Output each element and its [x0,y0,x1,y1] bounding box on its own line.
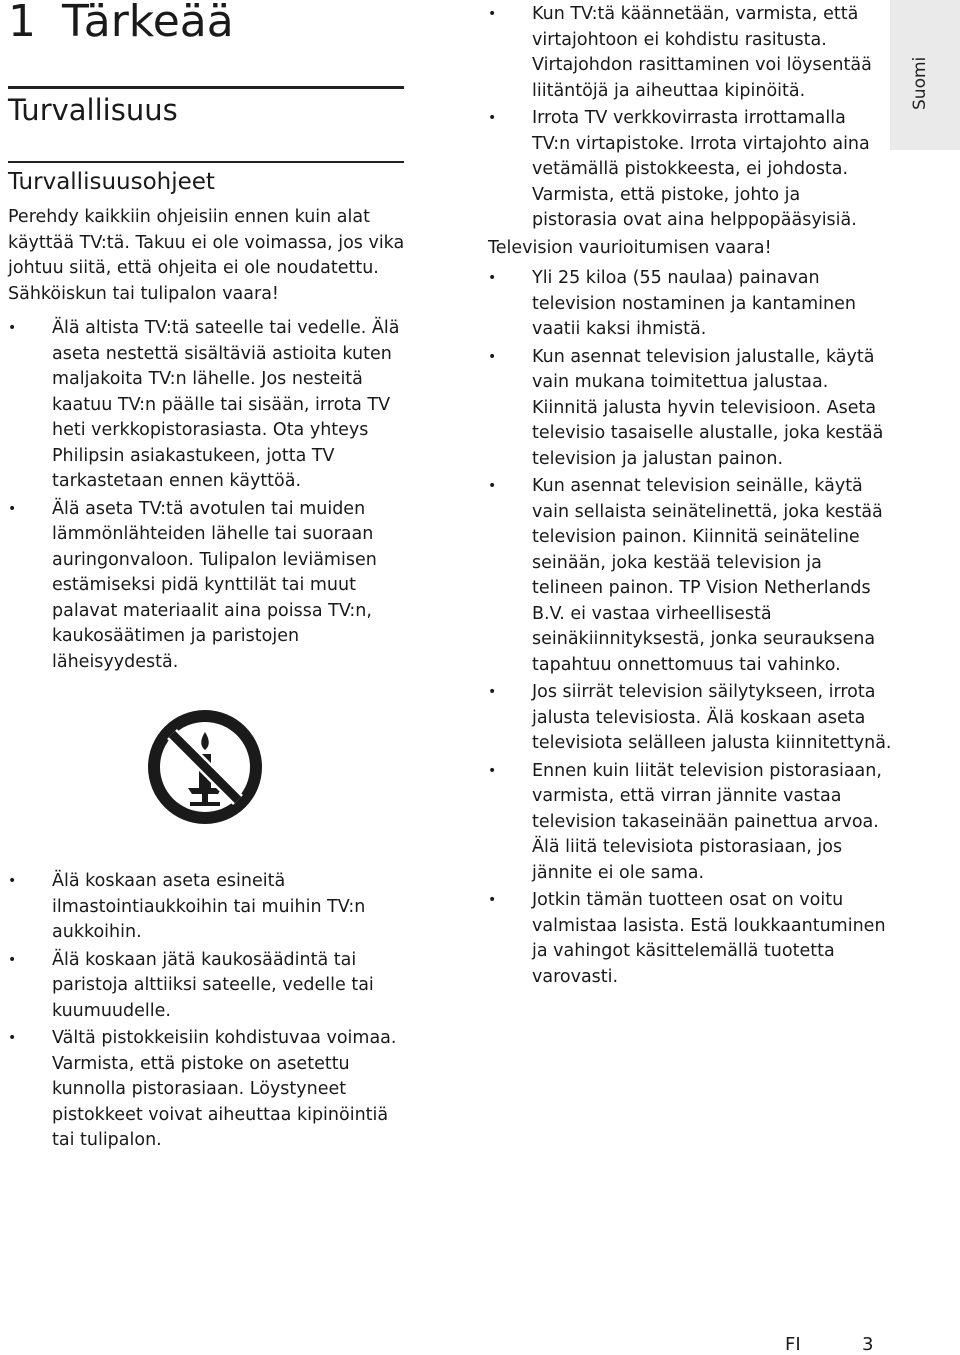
list-item: • Kun asennat television seinälle, käytä vain sellaista seinätelinettä, joka kestää television painon. Kiinnitä seinäteline seinään, joka kestää television ja telineen painon. TP Vision Netherlands B.V. ei vastaa virheellisestä seinäkiinnityksestä, jonka seurauksena tapahtuu onnettomuus tai vahinko. [488,476,883,675]
bullet: • [8,1030,17,1046]
list-item: • Älä aseta TV:tä avotulen tai muiden lämmönlähteiden lähelle tai suoraan auringonvaloon. Tulipalon leviämisen estämiseksi pidä kynttilät tai muut palavat materiaalit aina poissa TV:n, kaukosäätimen ja paristojen läheisyydestä. [8,498,377,672]
bullet: • [488,270,497,286]
chapter-number: 1 [8,0,36,47]
bullet: • [8,873,17,889]
intro-block [8,205,408,307]
language-tab-label: Suomi [910,56,930,110]
warning-damage: Television vaurioitumisen vaara! [488,238,772,258]
page-number: 3 [862,1334,874,1355]
list-item: • Jos siirrät television säilytykseen, irrota jalusta televisiosta. Älä koskaan aseta televisiota selälleen jalusta kiinnitettynä. [488,682,892,753]
bullet: • [488,478,497,494]
bullet: • [488,762,497,779]
bullet: • [8,320,17,336]
list-item: • Älä koskaan aseta esineitä ilmastointiaukkoihin tai muihin TV:n aukkoihin. [8,871,366,942]
chapter-heading [8,0,234,50]
list-item: • Älä koskaan jätä kaukosäädintä tai paristoja alttiiksi sateelle, vedelle tai kuumuudelle. [8,949,374,1021]
list-item: • Kun asennat television jalustalle, käytä vain mukana toimitettua jalustaa. Kiinnitä jalusta hyvin televisioon. Aseta televisio tasaiselle alustalle, joka kestää television ja jalustan painon. [488,346,884,469]
list-item: • Irrota TV verkkovirrasta irrottamalla TV:n virtapistoke. Irrota virtajohto aina vetämällä pistokkeesta, ei johdosta. Varmista, että pistoke, johto ja pistorasia ovat aina helppopääsyisiä. [488,108,870,230]
bullet: • [8,500,17,517]
safety-list-right-1 [488,2,888,236]
bullet: • [488,110,497,126]
safety-list-right-2 [488,266,893,992]
chapter-title: Tärkeää [62,0,234,47]
safety-list-left-2 [8,869,408,1156]
bullet: • [488,892,497,908]
subsection-title: Turvallisuusohjeet [8,169,215,195]
warning-shock: Sähköiskun tai tulipalon vaara! [8,283,279,304]
list-item: • Kun TV:tä käännetään, varmista, että virtajohtoon ei kohdistu rasitusta. Virtajohdon rasittaminen voi löysentää liitäntöjä ja aiheuttaa kipinöitä. [488,4,872,101]
bullet: • [488,684,497,700]
no-candle-icon [148,710,262,824]
language-tab [890,0,960,150]
list-item: • Jotkin tämän tuotteen osat on voitu valmistaa lasista. Estä loukkaantuminen ja vahingot käsittelemällä tuotetta varovasti. [488,890,886,987]
list-item: • Älä altista TV:tä sateelle tai vedelle. Älä aseta nestettä sisältäviä astioita kuten maljakoita TV:n lähelle. Jos nesteitä kaatuu TV:n päälle tai sisään, irrota TV heti verkkopistorasiasta. Ota yhteys Philipsin asiakastukeen, jotta TV tarkastetaan ennen käyttöä. [8,318,400,491]
intro-paragraph: Perehdy kaikkiin ohjeisiin ennen kuin alat käyttää TV:tä. Takuu ei ole voimassa, jos vika johtuu siitä, että ohjeita ei ole noudatettu. [8,207,405,278]
bullet: • [488,6,497,22]
safety-list-left-1 [8,316,408,677]
list-item: • Yli 25 kiloa (55 naulaa) painavan television nostaminen ja kantaminen vaatii kaksi ihmistä. [488,268,856,339]
section-title: Turvallisuus [8,93,178,127]
heading-rule [8,86,404,89]
list-item: • Ennen kuin liität television pistorasiaan, varmista, että virran jännite vastaa television takaseinään painettua arvoa. Älä liitä televisiota pistorasiaan, jos jännite ei ole sama. [488,760,882,883]
list-item: • Vältä pistokkeisiin kohdistuvaa voimaa. Varmista, että pistoke on asetettu kunnolla pistorasiaan. Löystyneet pistokkeet voivat aiheuttaa kipinöintiä tai tulipalon. [8,1028,397,1150]
footer-language: FI [785,1334,801,1355]
section-rule [8,161,404,163]
bullet: • [488,348,497,365]
bullet: • [8,951,17,968]
